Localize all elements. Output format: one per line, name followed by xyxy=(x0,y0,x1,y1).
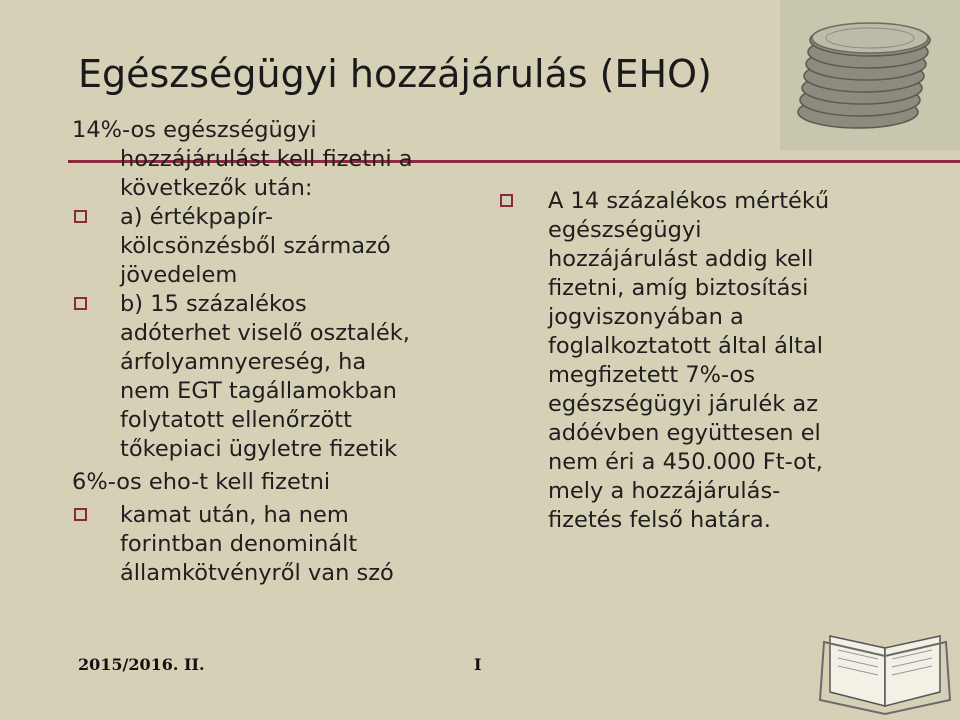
square-bullet-icon xyxy=(500,194,513,207)
list-item-right: A 14 százalékos mértékű egészségügyi hozzájárulást addig kell fizetni, amíg biztosítási jogviszonyában a foglalkoztatott által által megfizetett 7%-os egészségügyi járulék az adóévben együttesen el nem éri a 450.000 Ft-ot, mely a hozzájárulás- fizetés felső határa. xyxy=(500,187,940,535)
list-item-c: kamat után, ha nem forintban denominált államkötvényről van szó xyxy=(72,501,492,588)
intro-text: 14%-os egészségügyi hozzájárulást kell fizetni a következők után: xyxy=(72,117,413,201)
list-item-a: a) értékpapír- kölcsönzésből származó jövedelem xyxy=(72,203,492,290)
footer-page-marker: I xyxy=(474,655,482,674)
footer-term: 2015/2016. II. xyxy=(78,655,205,674)
open-book-icon xyxy=(810,596,960,716)
left-column xyxy=(72,116,492,588)
right-column xyxy=(500,187,940,535)
square-bullet-icon xyxy=(74,210,87,223)
slide-title: Egészségügyi hozzájárulás (EHO) xyxy=(78,52,712,96)
intro2-text: 6%-os eho-t kell fizetni xyxy=(72,469,331,495)
square-bullet-icon xyxy=(74,508,87,521)
square-bullet-icon xyxy=(74,297,87,310)
list-item-b: b) 15 százalékos adóterhet viselő osztalék, árfolyamnyereség, ha nem EGT tagállamokban folytatott ellenőrzött tőkepiaci ügyletre fizetik xyxy=(72,290,492,464)
